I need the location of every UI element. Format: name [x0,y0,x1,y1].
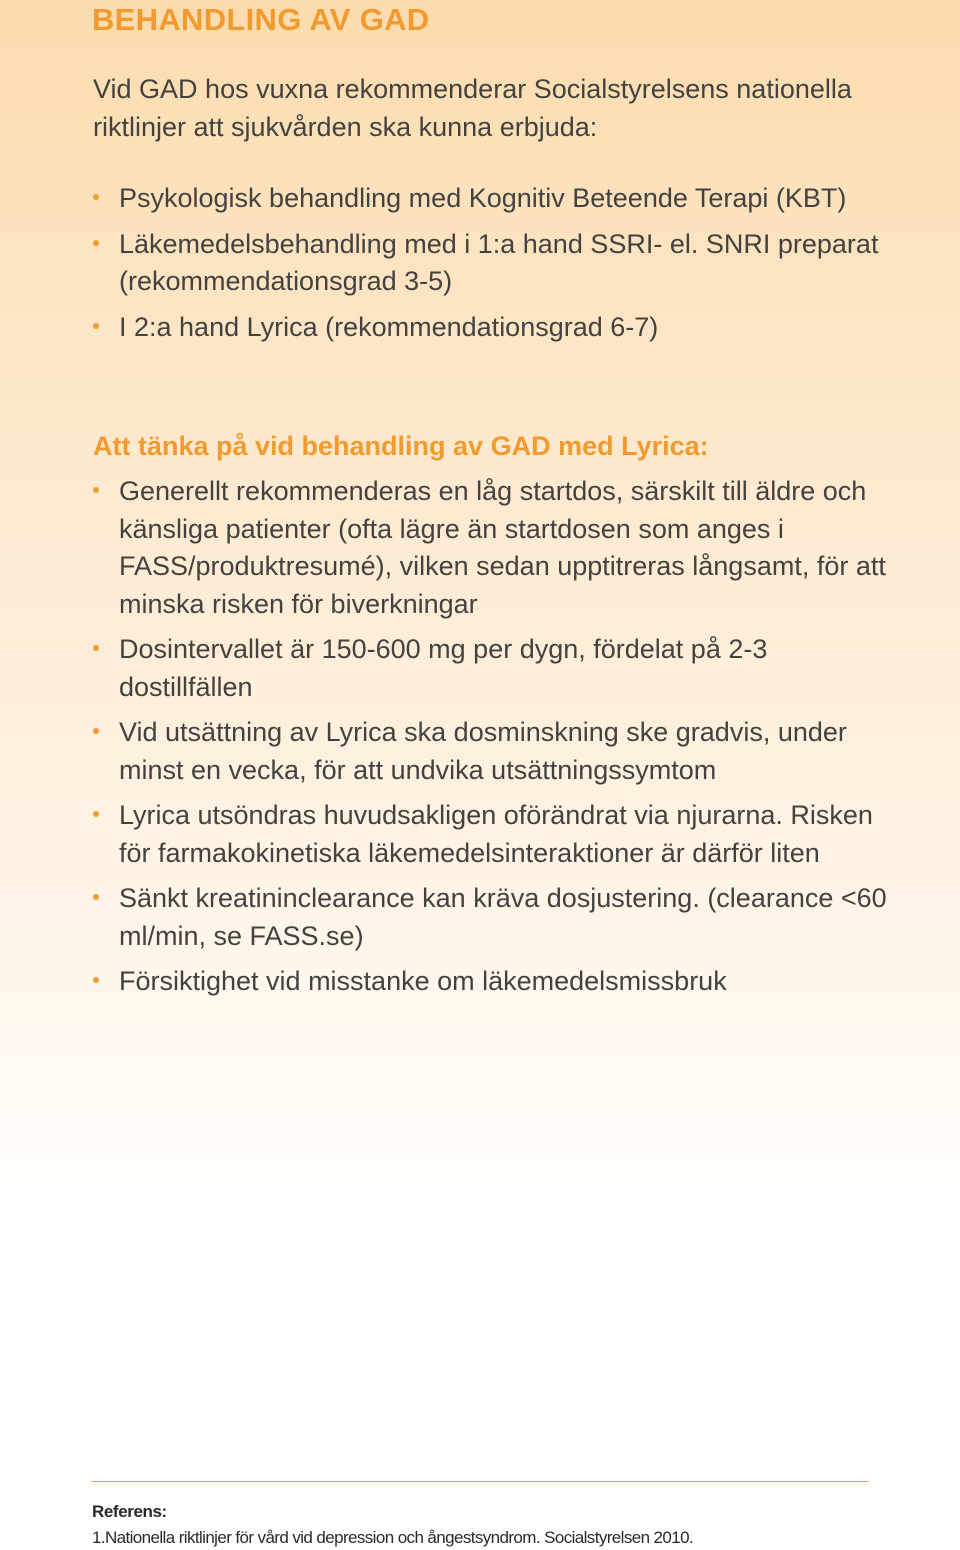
reference-text: 1.Nationella riktlinjer för vård vid depression och ångestsyndrom. Socialstyrelsen 2010. [92,1528,694,1547]
bullet-icon [93,645,99,651]
intro-paragraph: Vid GAD hos vuxna rekommenderar Socialstyrelsens nationella riktlinjer att sjukvården ska kunna erbjuda: [93,74,852,142]
bullet-icon [93,977,99,983]
list-item [93,797,893,872]
list-item [93,180,893,218]
treatment-list [93,180,893,354]
list-item-text: Dosintervallet är 150-600 mg per dygn, fördelat på 2-3 dostillfällen [119,634,768,702]
list-item-text: Generellt rekommenderas en låg startdos, särskilt till äldre och känsliga patienter (ofta lägre än startdosen som anges i FASS/produktresumé), vilken sedan upptitreras långsamt, för att minska risken för biverkningar [119,476,886,619]
bullet-icon [93,728,99,734]
page-title: BEHANDLING AV GAD [92,2,430,37]
considerations-list [93,473,893,1009]
bullet-icon [93,811,99,817]
list-item-text: Psykologisk behandling med Kognitiv Beteende Terapi (KBT) [119,183,847,213]
bullet-icon [93,487,99,493]
list-item-text: Lyrica utsöndras huvudsakligen oförändrat via njurarna. Risken för farmakokinetiska läkemedelsinteraktioner är därför liten [119,800,873,868]
list-item [93,309,893,347]
list-item [93,714,893,789]
reference-heading: Referens: [92,1502,167,1521]
list-item-text: Vid utsättning av Lyrica ska dosminskning ske gradvis, under minst en vecka, för att undvika utsättningssymtom [119,717,847,785]
list-item [93,880,893,955]
bullet-icon [93,323,99,329]
list-item [93,473,893,623]
list-item [93,963,893,1001]
list-item-text: Sänkt kreatininclearance kan kräva dosjustering. (clearance <60 ml/min, se FASS.se) [119,883,887,951]
section-heading: Att tänka på vid behandling av GAD med Lyrica: [93,431,709,461]
list-item-text: Läkemedelsbehandling med i 1:a hand SSRI- el. SNRI preparat (rekommendationsgrad 3-5) [119,228,879,296]
list-item [93,631,893,706]
list-item-text: Försiktighet vid misstanke om läkemedelsmissbruk [119,966,727,996]
bullet-icon [93,894,99,900]
reference-divider [91,1481,869,1482]
bullet-icon [93,240,99,246]
list-item-text: I 2:a hand Lyrica (rekommendationsgrad 6-7) [119,311,659,342]
list-item [93,226,893,301]
bullet-icon [93,194,99,200]
